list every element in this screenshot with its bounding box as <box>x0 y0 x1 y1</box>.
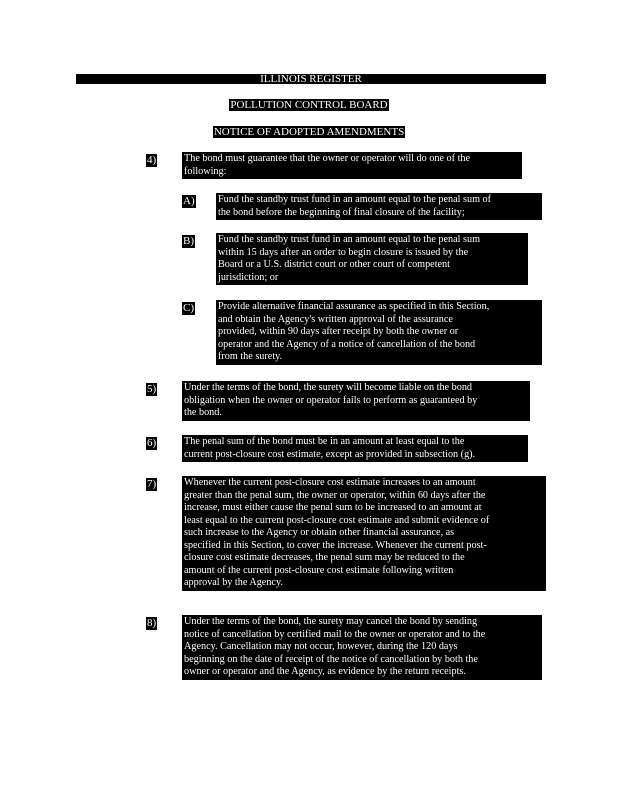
item-label-6: 6) <box>147 437 157 449</box>
notice-title: NOTICE OF ADOPTED AMENDMENTS <box>213 126 405 138</box>
board-title: POLLUTION CONTROL BOARD <box>230 99 388 111</box>
item-label-b: B) <box>183 235 194 247</box>
item-label-a: A) <box>183 195 195 207</box>
item-text-a: Fund the standby trust fund in an amount equal to the penal sum of the bond before the beginning of final closure of the facility; <box>216 193 542 220</box>
notice-title-line <box>0 126 618 138</box>
register-title: ILLINOIS REGISTER <box>76 74 546 84</box>
item-label-4: 4) <box>147 154 157 166</box>
item-label-7: 7) <box>147 478 157 490</box>
item-text-8: Under the terms of the bond, the surety may cancel the bond by sending notice of cancellation by certified mail to the owner or operator and to the Agency. Cancellation may not occur, however, during the 120 days beginning on the date of receipt of the notice of cancellation by both the owner or operator and the Agency, as evidence by the return receipts. <box>182 615 542 680</box>
item-text-5: Under the terms of the bond, the surety will become liable on the bond obligation when the owner or operator fails to perform as guaranteed by the bond. <box>182 381 530 421</box>
item-text-7: Whenever the current post-closure cost estimate increases to an amount greater than the penal sum, the owner or operator, within 60 days after the increase, must either cause the penal sum to be increased to an amount at least equal to the current post-closure cost estimate and submit evidence of such increase to the Agency or obtain other financial assurance, as specified in this Section, to cover the increase. Whenever the current post- closure cost estimate decreases, the penal sum may be reduced to the amount of the current post-closure cost estimate following written approval by the Agency. <box>182 476 546 591</box>
item-text-b: Fund the standby trust fund in an amount equal to the penal sum within 15 days after an order to begin closure is issued by the Board or a U.S. district court or other court of competent jurisdiction; or <box>216 233 528 285</box>
item-text-4: The bond must guarantee that the owner or operator will do one of the following: <box>182 152 522 179</box>
item-label-5: 5) <box>147 383 157 395</box>
item-text-c: Provide alternative financial assurance as specified in this Section, and obtain the Agency's written approval of the assurance provided, within 90 days after receipt by both the owner or operator and the Agency of a notice of cancellation of the bond from the surety. <box>216 300 542 365</box>
item-label-c: C) <box>183 302 194 314</box>
board-title-line <box>0 99 618 111</box>
item-text-6: The penal sum of the bond must be in an amount at least equal to the current post-closure cost estimate, except as provided in subsection (g). <box>182 435 528 462</box>
item-label-8: 8) <box>147 617 157 629</box>
